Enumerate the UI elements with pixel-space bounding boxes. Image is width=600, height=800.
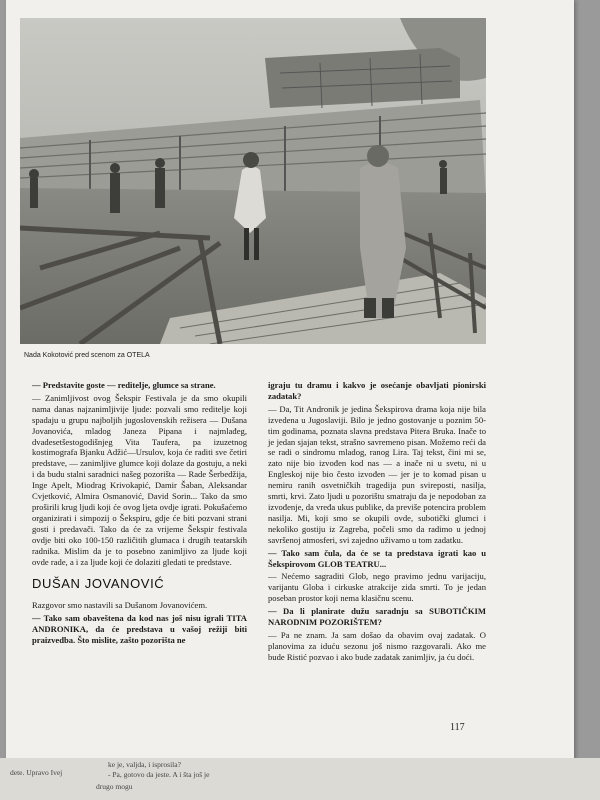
underlying-page-strip xyxy=(0,758,600,800)
strip-line-1: dete. Upravo Ivej xyxy=(10,768,63,777)
question-titus-continued: igraju tu dramu i kakvo je osećanje obavljati pionirski zadatak? xyxy=(268,380,486,401)
strip-line-3: - Pa, gotovo da jeste. A i šta još je xyxy=(108,770,210,779)
question-globe: — Tako sam čula, da će se ta predstava igrati kao u Šekspirovom GLOB TEATRU... xyxy=(268,547,486,569)
magazine-page xyxy=(6,0,574,792)
answer-guests: — Zanimljivost ovog Šekspir Festivala je da smo okupili nama danas najzanimljivije ljude: pozvali smo reditelje koji spadaju u grupu najboljih jugoslovenskih režisera — Dušana Jovanovića, mladog Janeza Pipana i najmlađeg, dvadesetšestogodišnjeg Vita Taufera, pa izuzetnog kostimografa Bjanku Adžić—Ursulov, koja će raditi sve četiri predstave, — zanimljive glumce koji dolaze da gostuju, a neki i da budu stalni saradnici našeg pozorišta — Rade Šerbedžija, Inge Apelt, Miodrag Krivokapić, Damir Šaban, Aleksandar Cvjetković, Almira Osmanović, David Sorin... Tako da smo proširili krug ljudi koji će ovog ljeta ovdje igrati. Pokušaćemo organizirati i simpozij o Šekspiru, gdje će biti pozvani strani gosti i predavači. Tako da će za vrijeme Šekspir festivala ovdje biti oko 100-150 različitih glumaca i drugih teatarskih radnika. Mislim da je to posebno zanimljivo za ljude koji ovde rade, a i za ljude koji će dolaziti gledati te predstave. xyxy=(32,392,247,567)
photo-caption: Nada Kokotović pred scenom za OTELA xyxy=(24,352,150,359)
strip-line-4: drugo mogu xyxy=(96,782,133,791)
section-title: DUŠAN JOVANOVIĆ xyxy=(32,576,165,592)
page-number: 117 xyxy=(450,722,465,733)
strip-line-2: ke je, valjda, i isprosila? xyxy=(108,760,181,769)
answer-collaboration: — Pa ne znam. Ja sam došao da obavim ovaj zadatak. O planovima za iduću sezonu još nismo razgovarali. Ako me bude Ristić pozvao i ako bude zadatak zanimljiv, ja ću doći. xyxy=(268,629,486,662)
interview-intro: Razgovor smo nastavili sa Dušanom Jovanovićem. xyxy=(32,600,208,611)
answer-globe: — Nećemo sagraditi Glob, nego pravimo jednu varijaciju, varijantu Globa i cirkuske atrakcije zida smrti. To je jedan poseban prostor koji nema klasičnu scenu. xyxy=(268,571,486,604)
question-guests: — Predstavite goste — reditelje, glumce sa strane. xyxy=(32,380,216,390)
answer-titus: — Da, Tit Andronik je jedina Šekspirova drama koja nije bila izvedena u Jugoslaviji. Bilo je jedno gostovanje u poznim 50-tim godinama, poznata slavna predstava Pitera Bruka. Inače to je jedan sjajan tekst, strašno savremeno pisan. Možemo reći da se radi o sindromu mladog, ranog Lira. Taj tekst, čini mi se, zato nije bio izvođen kod nas — a inače ni u svetu, ni u Engleskoj nije bio često izvođen — jer je to komad pisan u nemiru ranih osvetničkih tragedija pun svireposti, nasilja, smrti, krvi. Zato ljudi u pozorištu smatraju da je nepodoban za izvođenje, da vređa ukus publike, da previše potencira problem nasilja. Mi, koji smo se okupili ovde, subotički glumci i nekoliko gostiju iz Zagreba, počeli smo da radimo u jednoj savršenoj atmosferi, svi zajedno uživamo u tom zadatku. xyxy=(268,403,486,545)
question-collaboration: — Da li planirate dužu saradnju sa SUBOTIČKIM NARODNIM POZORIŠTEM? xyxy=(268,606,486,628)
left-column xyxy=(32,380,247,648)
question-titus: — Tako sam obaveštena da kod nas još nisu igrali TITA ANDRONIKA, da će predstava u vašoj režiji biti praizvedba. Što mislite, zašto pozorišta ne xyxy=(32,613,247,646)
right-column xyxy=(268,380,486,665)
stage-photo-image xyxy=(20,18,486,344)
stage-photo xyxy=(20,18,486,344)
